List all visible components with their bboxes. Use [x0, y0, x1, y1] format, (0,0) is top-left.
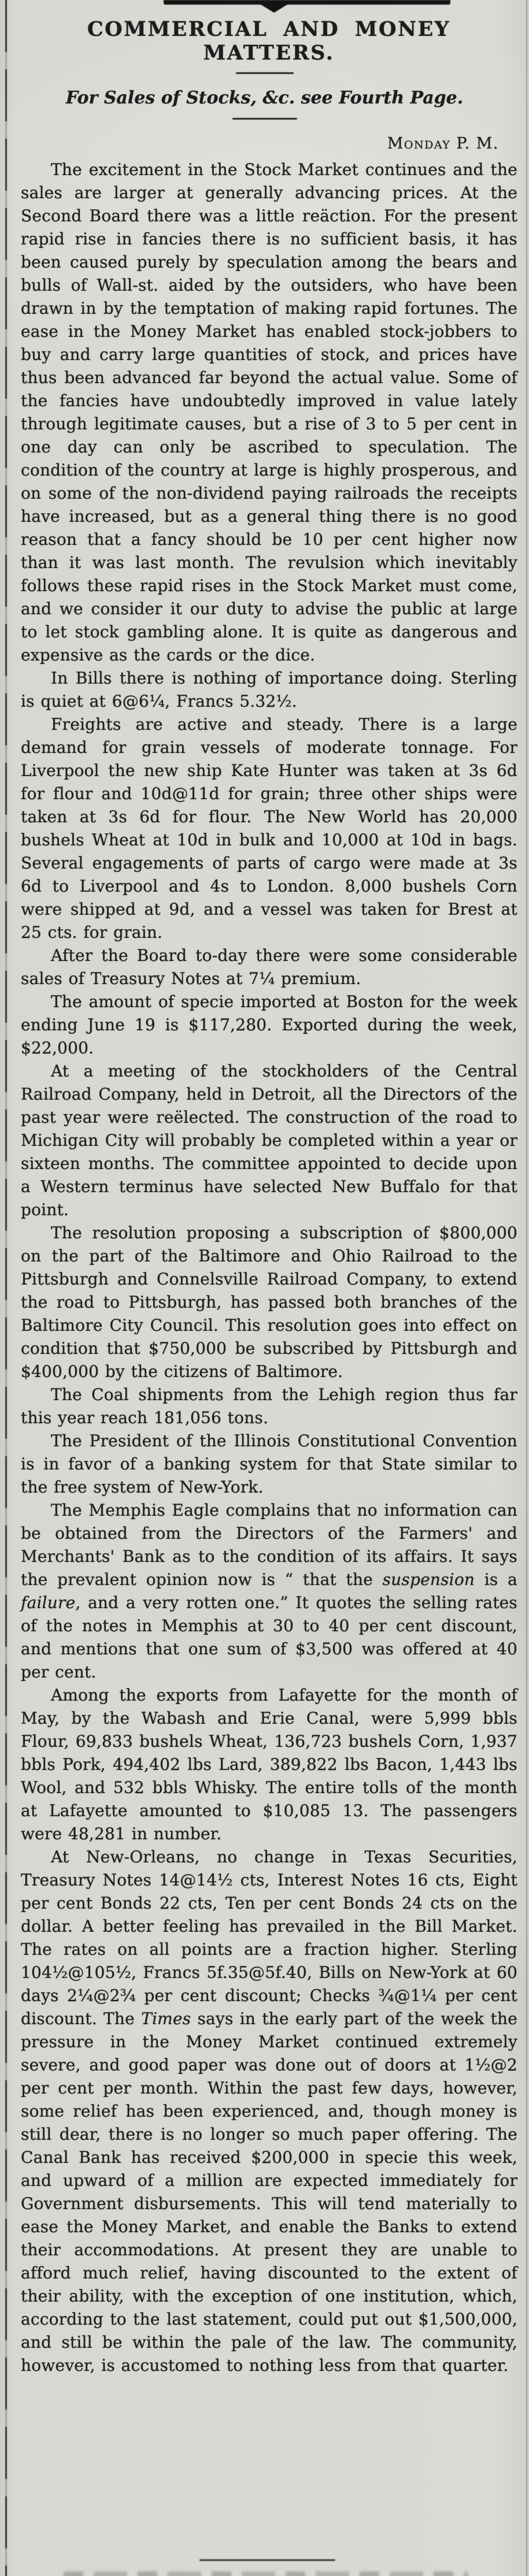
text-run: says in the early part of the week the pressure in the Money Market continued extremely severe, and good paper was done out of doors at 1½@2 per cent per month. Within the past few days, however, some relief has been experienced, and, though money is still dear, there is no longer so much paper offering. The Canal Bank has received $200,000 in specie this week, and upward of a million are expected immediately for Government disbursements. This will tend materially to ease the Money Market, and enable the Banks to extend their accommodations. At present they are unable to afford much relief, having discounted to the extent of their ability, with the exception of one institution, which, according to the last statement, could put out $1,500,000, and still be within the pale of the law. The community, however, is accustomed to nothing less from that quarter. — [21, 2009, 517, 2375]
text-run: Times — [141, 2009, 191, 2028]
text-run: The amount of specie imported at Boston for the week ending June 19 is $117,280. Exported during the week, $22,000. — [21, 992, 517, 1057]
next-article-text-fragment — [64, 2571, 468, 2576]
column-rule-left — [5, 0, 7, 2576]
article-paragraph — [21, 713, 517, 944]
masthead-ornament-point — [259, 3, 289, 13]
text-run: , and a very rotten one.” It quotes the selling rates of the notes in Memphis at 30 to 40 per cent discount, and mentions that one sum of $3,500 was offered at 40 per cent. — [21, 1593, 517, 1682]
masthead-ornament — [0, 0, 529, 15]
text-run: The resolution proposing a subscription of $800,000 on the part of the Baltimore and Ohio Railroad to the Pittsburgh and Connelsville Railroad Company, to extend the road to Pittsburgh, has passed both branches of the Baltimore City Council. This resolution goes into effect on condition that $750,000 be subscribed by Pittsburgh and $400,000 by the citizens of Baltimore. — [21, 1223, 517, 1381]
text-run: At a meeting of the stockholders of the Central Railroad Company, held in Detroit, all the Directors of the past year were reëlected. The construction of the road to Michigan City will probably be completed within a year or sixteen months. The committee appointed to decide upon a Western terminus have selected New Buffalo for that point. — [21, 1061, 517, 1219]
article-paragraph — [21, 1383, 517, 1430]
article-title: COMMERCIAL AND MONEY MATTERS. — [87, 17, 451, 65]
article-paragraph — [21, 667, 517, 713]
article-paragraph — [21, 1499, 517, 1684]
masthead-ornament-bar — [164, 0, 450, 5]
text-run: The Coal shipments from the Lehigh region thus far this year reach 181,056 tons. — [21, 1385, 517, 1427]
text-run: The President of the Illinois Constitutional Convention is in favor of a banking system for that State similar to the free system of New-York. — [21, 1431, 517, 1497]
article-paragraph — [21, 1684, 517, 1846]
article-paragraph — [21, 944, 517, 990]
text-run: Freights are active and steady. There is a large demand for grain vessels of moderate tonnage. For Liverpool the new ship Kate Hunter was taken at 3s 6d for flour and 10d@11d for grain; three other ships were taken at 3s 6d for flour. The New World has 20,000 bushels Wheat at 10d in bulk and 10,000 at 10d in bags. Several engagements of parts of cargo were made at 3s 6d to Liverpool and 4s to London. 8,000 bushels Corn were shipped at 9d, and a vessel was taken for Brest at 25 cts. for grain. — [21, 715, 517, 942]
article-paragraph — [21, 1430, 517, 1499]
subtitle-divider — [232, 118, 297, 120]
article-paragraph — [21, 1222, 517, 1383]
article-paragraph — [21, 158, 517, 667]
end-of-article-divider — [199, 2559, 335, 2561]
article-body — [21, 158, 517, 2377]
column-rule-right — [526, 0, 527, 2576]
text-run: The Memphis Eagle complains that no information can be obtained from the Directors of the Farmers' and Merchants' Bank as to the condition of its affairs. It says the prevalent opinion now is “ that the — [21, 1501, 517, 1589]
text-run: At New-Orleans, no change in Texas Securities, Treasury Notes 14@14½ cts, Interest Notes 16 cts, Eight per cent Bonds 22 cts, Ten per cent Bonds 24 cts on the dollar. A better feeling has prevailed in the Bill Market. The rates on all points are a fraction higher. Sterling 104½@105½, Francs 5f.35@5f.40, Bills on New-York at 60 days 2¼@2¾ per cent discount; Checks ¾@1¼ per cent discount. The — [21, 1847, 517, 2028]
dateline: Monday P. M. — [387, 135, 499, 153]
text-run: is a — [475, 1570, 517, 1589]
text-run: The excitement in the Stock Market continues and the sales are larger at generally advancing prices. At the Second Board there was a little reäction. For the present rapid rise in fancies there is no sufficient basis, it has been caused purely by speculation among the bears and bulls of Wall-st. aided by the outsiders, who have been drawn in by the temptation of making rapid fortunes. The ease in the Money Market has enabled stock-jobbers to buy and carry large quantities of stock, and prices have thus been advanced far beyond the actual value. Some of the fancies have undoubtedly improved in value lately through legitimate causes, but a rise of 3 to 5 per cent in one day can only be ascribed to speculation. The condition of the country at large is highly prosperous, and on some of the non-dividend paying railroads the receipts have increased, but as a general thing there is no good reason that a fancy should be 10 per cent higher now than it was last month. The revulsion which inevitably follows these rapid rises in the Stock Market must come, and we consider it our duty to advise the public at large to let stock gambling alone. It is quite as dangerous and expensive as the cards or the dice. — [21, 160, 517, 665]
article-paragraph — [21, 1060, 517, 1222]
text-run: Among the exports from Lafayette for the month of May, by the Wabash and Erie Canal, were 5,999 bbls Flour, 69,833 bushels Wheat, 136,723 bushels Corn, 1,937 bbls Pork, 494,402 lbs Lard, 389,822 lbs Bacon, 1,443 lbs Wool, and 532 bbls Whisky. The entire tolls of the month at Lafayette amounted to $10,085 13. The passengers were 48,281 in number. — [21, 1686, 517, 1843]
text-run: After the Board to-day there were some considerable sales of Treasury Notes at 7¼ premium. — [21, 946, 517, 988]
article-subtitle: For Sales of Stocks, &c. see Fourth Page. — [65, 88, 464, 108]
text-run: failure — [21, 1593, 76, 1612]
article-paragraph — [21, 1846, 517, 2377]
article-paragraph — [21, 990, 517, 1060]
title-divider — [236, 72, 294, 74]
text-run: suspension — [382, 1570, 475, 1589]
text-run: In Bills there is nothing of importance doing. Sterling is quiet at 6@6¼, Francs 5.32½. — [21, 669, 517, 711]
